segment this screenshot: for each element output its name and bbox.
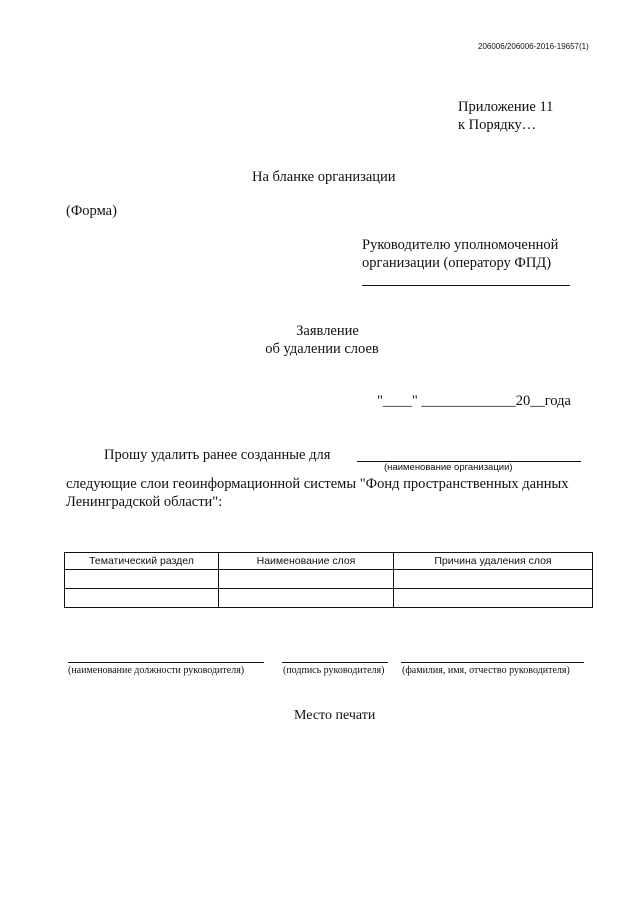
document-title-line-2: об удалении слоев xyxy=(265,341,379,357)
signature-caption: (подпись руководителя) xyxy=(283,665,385,676)
date-line: "____" _____________20__года xyxy=(377,393,571,409)
table-row xyxy=(65,570,593,589)
addressee-line-1: Руководителю уполномоченной xyxy=(362,237,559,253)
request-text: Прошу удалить ранее созданные для xyxy=(104,447,331,463)
table-cell[interactable] xyxy=(219,589,394,608)
appendix-line-2: к Порядку… xyxy=(458,117,537,133)
document-title-line-1: Заявление xyxy=(296,323,359,339)
table-cell[interactable] xyxy=(394,589,593,608)
stamp-place: Место печати xyxy=(294,708,376,723)
full-name-caption: (фамилия, имя, отчество руководителя) xyxy=(402,665,570,676)
addressee-underline xyxy=(362,285,570,286)
column-header-deletion-reason: Причина удаления слоя xyxy=(394,553,593,570)
body-line-3: Ленинградской области": xyxy=(66,494,223,510)
position-caption: (наименование должности руководителя) xyxy=(68,665,245,676)
layers-table xyxy=(64,552,593,608)
full-name-signature-line[interactable] xyxy=(401,662,584,663)
document-number: 206006/206006-2016-19657(1) xyxy=(478,42,589,51)
table-header-row xyxy=(65,553,593,570)
table-cell[interactable] xyxy=(65,570,219,589)
column-header-thematic-section: Тематический раздел xyxy=(65,553,219,570)
table-cell[interactable] xyxy=(65,589,219,608)
column-header-layer-name: Наименование слоя xyxy=(219,553,394,570)
appendix-line-1: Приложение 11 xyxy=(458,99,554,115)
signature-line[interactable] xyxy=(282,662,388,663)
position-signature-line[interactable] xyxy=(68,662,264,663)
table-cell[interactable] xyxy=(219,570,394,589)
body-line-2: следующие слои геоинформационной системы "Фонд пространственных данных xyxy=(66,476,569,492)
table-cell[interactable] xyxy=(394,570,593,589)
organization-caption: (наименование организации) xyxy=(384,462,513,473)
addressee-line-2: организации (оператору ФПД) xyxy=(362,255,552,271)
table-row xyxy=(65,589,593,608)
letterhead-note: На бланке организации xyxy=(252,169,396,185)
form-label: (Форма) xyxy=(66,203,117,219)
